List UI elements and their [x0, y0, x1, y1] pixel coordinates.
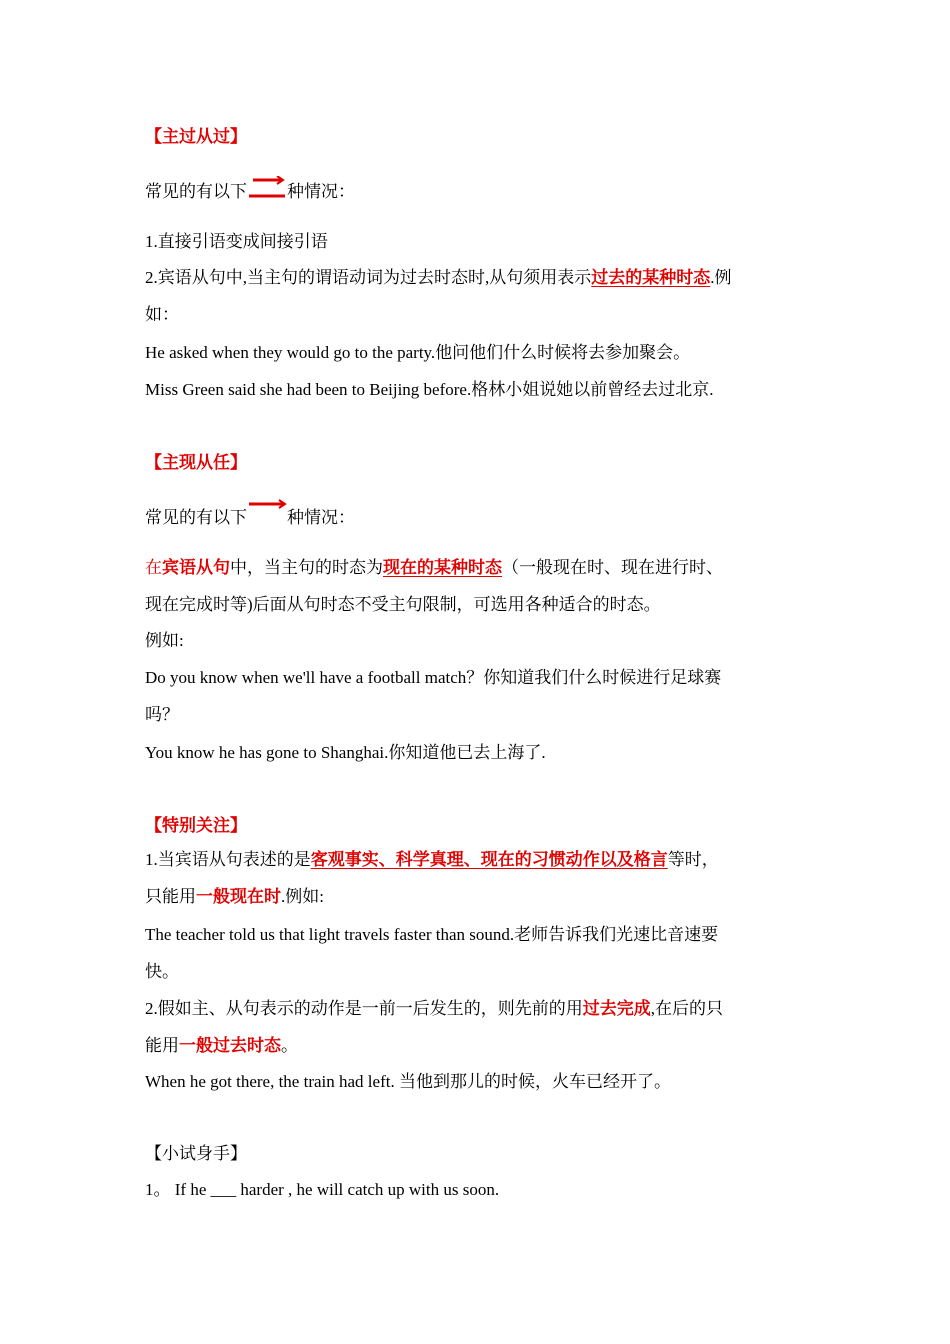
intro-text-after: 种情况：	[287, 182, 355, 201]
intro-line	[145, 180, 355, 204]
example-sentence: The teacher told us that light travels faster than sound.老师告诉我们光速比音速要	[145, 925, 719, 944]
example-sentence: Do you know when we'll have a football match？你知道我们什么时候进行足球赛	[145, 668, 722, 687]
section-heading-present: 【主现从任】	[145, 453, 247, 472]
rule-text: 中，当主句的时态为	[230, 558, 383, 577]
highlight-term: 过去的某种时态	[591, 268, 711, 287]
rule-paragraph-cont: 现在完成时等)后面从句时态不受主句限制，可选用各种适合的时态。	[145, 595, 661, 614]
intro-line	[145, 506, 355, 530]
rule-text: 2.假如主、从句表示的动作是一前一后发生的，则先前的用	[145, 999, 583, 1018]
section-heading-special: 【特别关注】	[145, 816, 247, 835]
highlight-term: 过去完成	[582, 999, 651, 1018]
rule-paragraph	[145, 848, 719, 872]
highlight-term: 一般过去时态	[179, 1036, 281, 1055]
highlight-term: 现在的某种时态	[383, 558, 502, 577]
rule-paragraph	[145, 556, 723, 580]
example-sentence-cont: 吗？	[145, 705, 179, 724]
rule-text: 能用	[145, 1036, 179, 1055]
rule-text: ,在后的只	[650, 999, 723, 1018]
practice-question: 1。 If he ___ harder , he will catch up with us soon.	[145, 1180, 500, 1199]
rule-text: 1.当宾语从句表述的是	[145, 850, 311, 869]
rule-text: 只能用	[145, 887, 196, 906]
rule-text: 在	[145, 558, 162, 577]
rule-text: .例如:	[281, 887, 324, 906]
rule-text: （一般现在时、现在进行时、	[502, 558, 723, 577]
fill-blank-mark	[247, 182, 287, 204]
example-sentence: When he got there, the train had left. 当他到那儿的时候，火车已经开了。	[145, 1072, 671, 1091]
intro-text: 常见的有以下	[145, 182, 247, 201]
rule-item-2	[145, 266, 732, 290]
section-heading-past: 【主过从过】	[145, 127, 247, 146]
example-sentence: Miss Green said she had been to Beijing before.格林小姐说她以前曾经去过北京.	[145, 380, 714, 399]
section-heading-practice: 【小试身手】	[145, 1144, 247, 1163]
example-sentence: You know he has gone to Shanghai.你知道他已去上海了.	[145, 743, 546, 762]
highlight-term: 宾语从句	[162, 558, 230, 577]
example-sentence: He asked when they would go to the party.他问他们什么时候将去参加聚会。	[145, 343, 691, 362]
rule-text: 。	[281, 1036, 298, 1055]
intro-text-after: 种情况：	[287, 508, 355, 527]
example-label: 例如:	[145, 631, 184, 650]
rule-item-1: 1.直接引语变成间接引语	[145, 232, 328, 251]
rule-text-after: .例	[710, 268, 732, 287]
example-sentence-cont: 快。	[145, 962, 179, 981]
rule-text: 2.宾语从句中,当主句的谓语动词为过去时态时,从句须用表示	[145, 268, 592, 287]
rule-text: 等时，	[667, 850, 719, 869]
highlight-term: 客观事实、科学真理、现在的习惯动作以及格言	[310, 850, 668, 869]
rule-item-2-cont: 如：	[145, 305, 179, 324]
fill-blank-mark	[247, 508, 287, 530]
highlight-term: 一般现在时	[196, 887, 281, 906]
rule-paragraph-cont	[145, 885, 324, 909]
intro-text: 常见的有以下	[145, 508, 247, 527]
rule-paragraph	[145, 997, 723, 1021]
rule-paragraph-cont	[145, 1034, 298, 1058]
